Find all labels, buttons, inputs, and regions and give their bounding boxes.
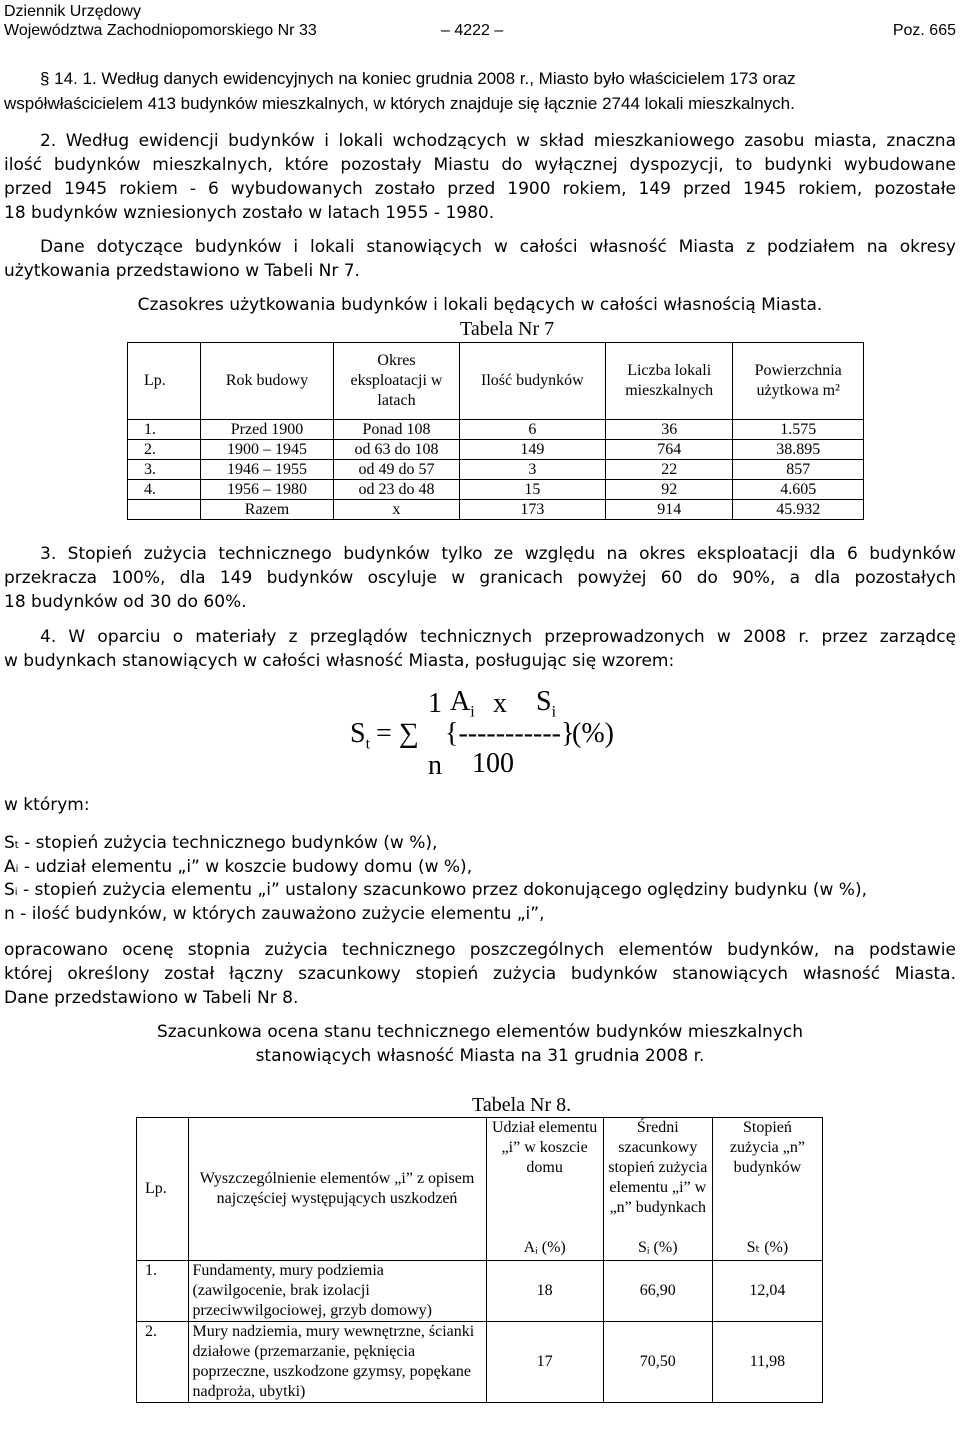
table7-cell: 15 bbox=[459, 480, 605, 500]
table7-caption: Czasokres użytkowania budynków i lokali będących w całości własnością Miasta. bbox=[137, 295, 823, 315]
para-opracowano-line: której określony został łączny szacunkowy stopień zużycia budynków stanowiących własność Miasta. bbox=[4, 964, 956, 984]
voivodeship-title: Województwa Zachodniopomorskiego Nr 33 bbox=[4, 22, 317, 39]
table8-header-row bbox=[137, 1118, 823, 1261]
para-opracowano-line: Dane przedstawiono w Tabeli Nr 8. bbox=[4, 988, 299, 1008]
para-14-1-line: § 14. 1. Według danych ewidencyjnych na koniec grudnia 2008 r., Miasto było właścicielem 173 oraz bbox=[40, 69, 796, 88]
table-row bbox=[128, 440, 864, 460]
para-14-2-line: przed 1945 rokiem - 6 wybudowanych zostało przed 1900 rokiem, 149 przed 1945 rokiem, pozostałe bbox=[4, 179, 956, 199]
table7-header-cell: Liczba lokali mieszkalnych bbox=[606, 343, 733, 420]
formula-n: n bbox=[428, 750, 442, 781]
table8-caption-line: Szacunkowa ocena stanu technicznego elementów budynków mieszkalnych bbox=[156, 1022, 804, 1042]
table7-cell: 92 bbox=[606, 480, 733, 500]
table8-cell-s: 70,50 bbox=[603, 1322, 712, 1403]
table7-cell: 857 bbox=[733, 460, 864, 480]
table7-cell: od 23 do 48 bbox=[334, 480, 459, 500]
formula-s: $S_i$ bbox=[536, 686, 557, 721]
definition-item: n - ilość budynków, w których zauważono zużycie elementu „i”, bbox=[4, 904, 545, 924]
formula-fraction-bar: {-----------} bbox=[445, 718, 575, 749]
table7-cell: 1. bbox=[128, 420, 201, 440]
table7-cell: 914 bbox=[606, 500, 733, 520]
para-4-line: w budynkach stanowiących w całości własność Miasta, posługując się wzorem: bbox=[4, 651, 675, 671]
table7-label: Tabela Nr 7 bbox=[460, 318, 555, 340]
para-3-line: 3. Stopień zużycia technicznego budynków tylko ze względu na okres eksploatacji dla 6 budynków bbox=[40, 544, 956, 564]
para-opracowano-line: opracowano ocenę stopnia zużycia technicznego poszczególnych elementów budynków, na podstawie bbox=[4, 940, 956, 960]
table7-cell bbox=[128, 500, 201, 520]
formula-one: 1 bbox=[428, 688, 442, 719]
table7-cell: Przed 1900 bbox=[200, 420, 334, 440]
table8-cell-lp: 1. bbox=[137, 1261, 189, 1322]
table8-cell-s: 66,90 bbox=[603, 1261, 712, 1322]
table8-header-sredni: Średni szacunkowy stopień zużycia elementu „i” w „n” budynkach Sᵢ (%) bbox=[603, 1118, 712, 1261]
table8-header-desc: Wyszczególnienie elementów „i” z opisem najczęściej występujących uszkodzeń bbox=[188, 1118, 486, 1261]
definition-item: Si - stopień zużycia elementu „i” ustalony szacunkowo przez dokonującego oględziny budynku (w %), bbox=[4, 880, 867, 900]
table-row bbox=[128, 460, 864, 480]
formula-percent: (%) bbox=[572, 718, 614, 749]
table8-header-stopien: Stopień zużycia „n” budynków Sₜ (%) bbox=[712, 1118, 822, 1261]
para-3-line: 18 budynków od 30 do 60%. bbox=[4, 592, 247, 612]
table7-header-cell: Rok budowy bbox=[200, 343, 334, 420]
table7-cell: x bbox=[334, 500, 459, 520]
table7-header-cell: Lp. bbox=[128, 343, 201, 420]
table7-header-cell: Powierzchnia użytkowa m² bbox=[733, 343, 864, 420]
table8-cell-lp: 2. bbox=[137, 1322, 189, 1403]
definition-item: Ai - udział elementu „i” w koszcie budowy domu (w %), bbox=[4, 857, 473, 877]
para-dane-line: użytkowania przedstawiono w Tabeli Nr 7. bbox=[4, 261, 360, 281]
table7 bbox=[127, 342, 864, 520]
table7-cell: 1946 – 1955 bbox=[200, 460, 334, 480]
table8-cell-a: 18 bbox=[486, 1261, 603, 1322]
table8-header-stopien-unit: Sₜ (%) bbox=[746, 1239, 789, 1256]
table7-header-row bbox=[128, 343, 864, 420]
table8-header-udzial-unit: Aᵢ (%) bbox=[523, 1239, 566, 1256]
table-row bbox=[128, 500, 864, 520]
para-14-2-line: 2. Według ewidencji budynków i lokali wchodzących w skład mieszkaniowego zasobu miasta, znaczna bbox=[40, 131, 956, 151]
table7-cell: 4. bbox=[128, 480, 201, 500]
formula-a: $A_i$ bbox=[450, 686, 475, 721]
table7-cell: 1.575 bbox=[733, 420, 864, 440]
table8-caption-line: stanowiących własność Miasta na 31 grudnia 2008 r. bbox=[255, 1046, 705, 1066]
formula-lhs: $S_t$ bbox=[350, 718, 371, 753]
table7-cell: 1956 – 1980 bbox=[200, 480, 334, 500]
table7-cell: od 63 do 108 bbox=[334, 440, 459, 460]
table8-header-lp: Lp. bbox=[137, 1118, 189, 1261]
table8-cell-st: 12,04 bbox=[712, 1261, 822, 1322]
table-row bbox=[128, 480, 864, 500]
page-number: – 4222 – bbox=[441, 22, 504, 39]
table7-cell: od 49 do 57 bbox=[334, 460, 459, 480]
journal-title: Dziennik Urzędowy bbox=[4, 3, 141, 20]
table7-cell: 22 bbox=[606, 460, 733, 480]
para-14-2-line: ilość budynków mieszkalnych, które pozostały Miastu do wyłącznej dyspozycji, to budynki wybudowane bbox=[4, 155, 956, 175]
formula-sum: = ∑ bbox=[376, 718, 419, 749]
table7-header-cell: Ilość budynków bbox=[459, 343, 605, 420]
para-14-1-line: współwłaścicielem 413 budynków mieszkalnych, w których znajduje się łącznie 2744 lokali mieszkalnych. bbox=[4, 94, 795, 113]
table7-cell: 6 bbox=[459, 420, 605, 440]
para-dane-line: Dane dotyczące budynków i lokali stanowiących w całości własność Miasta z podziałem na okresy bbox=[40, 237, 956, 257]
table7-cell: Razem bbox=[200, 500, 334, 520]
definition-item: St - stopień zużycia technicznego budynków (w %), bbox=[4, 833, 438, 853]
table8-cell-st: 11,98 bbox=[712, 1322, 822, 1403]
table7-cell: 3 bbox=[459, 460, 605, 480]
table7-cell: 764 bbox=[606, 440, 733, 460]
table8-cell-a: 17 bbox=[486, 1322, 603, 1403]
formula-hundred: 100 bbox=[472, 748, 514, 779]
table7-cell: 149 bbox=[459, 440, 605, 460]
table-row bbox=[137, 1261, 823, 1322]
table8-cell-desc: Mury nadziemia, mury wewnętrzne, ścianki działowe (przemarzanie, pęknięcia poprzeczne, uszkodzone gzymsy, popękane nadproża, ubytki) bbox=[188, 1322, 486, 1403]
table7-cell: Ponad 108 bbox=[334, 420, 459, 440]
position-number: Poz. 665 bbox=[892, 22, 956, 39]
table8-cell-desc: Fundamenty, mury podziemia (zawilgocenie, brak izolacji przeciwwilgociowej, grzyb domowy) bbox=[188, 1261, 486, 1322]
table7-cell: 173 bbox=[459, 500, 605, 520]
table7-cell: 45.932 bbox=[733, 500, 864, 520]
table8-header-sredni-unit: Sᵢ (%) bbox=[638, 1239, 678, 1256]
table7-cell: 36 bbox=[606, 420, 733, 440]
table7-cell: 3. bbox=[128, 460, 201, 480]
table8-header-udzial: Udział elementu „i” w koszcie domu Aᵢ (%) bbox=[486, 1118, 603, 1261]
where-label: w którym: bbox=[4, 795, 90, 815]
para-3-line: przekracza 100%, dla 149 budynków oscyluje w granicach powyżej 60 do 90%, a dla pozostałych bbox=[4, 568, 956, 588]
table7-cell: 38.895 bbox=[733, 440, 864, 460]
table7-cell: 2. bbox=[128, 440, 201, 460]
para-4-line: 4. W oparciu o materiały z przeglądów technicznych przeprowadzonych w 2008 r. przez zarządcę bbox=[40, 627, 956, 647]
formula-times: x bbox=[493, 688, 507, 719]
table7-header-cell: Okres eksploatacji w latach bbox=[334, 343, 459, 420]
table7-cell: 4.605 bbox=[733, 480, 864, 500]
table-row bbox=[128, 420, 864, 440]
table7-cell: 1900 – 1945 bbox=[200, 440, 334, 460]
para-14-2-line: 18 budynków wzniesionych zostało w latach 1955 - 1980. bbox=[4, 203, 495, 223]
table-row bbox=[137, 1322, 823, 1403]
table8 bbox=[136, 1117, 823, 1403]
table8-label: Tabela Nr 8. bbox=[472, 1094, 572, 1116]
